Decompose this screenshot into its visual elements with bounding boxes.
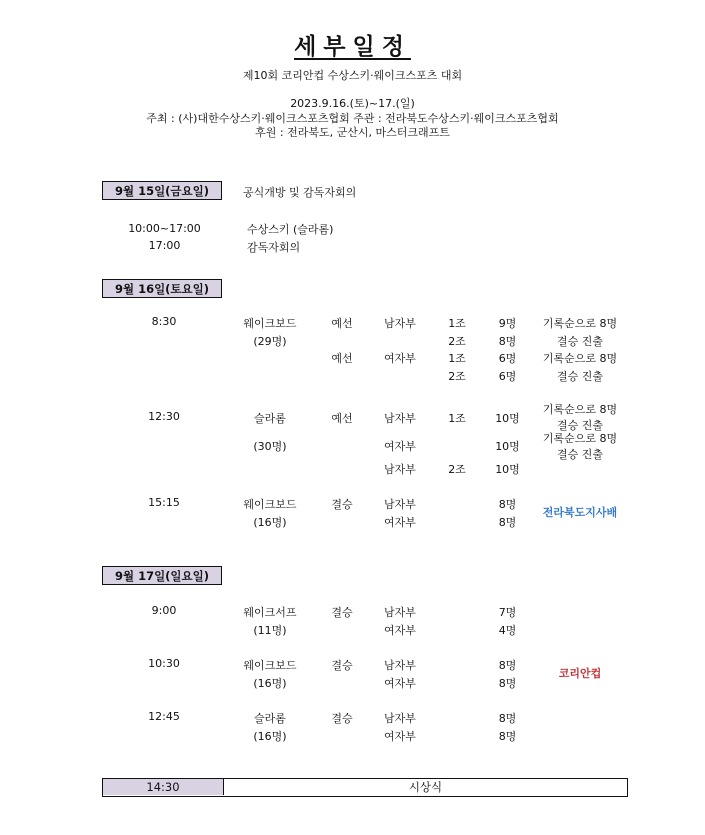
division-cell: 여자부	[384, 624, 416, 637]
event-cell: 웨이크보드	[243, 317, 297, 330]
num-cell: 10명	[495, 412, 520, 425]
num-cell: 6명	[498, 352, 517, 365]
count-cell: (29명)	[253, 335, 287, 348]
num-cell: 8명	[498, 659, 517, 672]
note-cell: 기록순으로 8명	[542, 432, 618, 445]
num-cell: 7명	[498, 606, 517, 619]
division-cell: 여자부	[384, 352, 416, 365]
division-cell: 여자부	[384, 440, 416, 453]
time-cell: 10:30	[148, 657, 180, 670]
note-cell: 결승 진출	[556, 335, 603, 348]
day1-desc-1: 수상스키 (슬라롬)	[247, 223, 334, 236]
num-cell: 9명	[498, 317, 517, 330]
ceremony-label: 시상식	[408, 780, 443, 794]
note-cell: 기록순으로 8명	[542, 352, 618, 365]
division-cell: 여자부	[384, 516, 416, 529]
division-cell: 남자부	[384, 463, 416, 476]
group-cell: 1조	[448, 352, 466, 365]
event-cell: 웨이크보드	[243, 498, 297, 511]
round-cell: 예선	[331, 317, 353, 330]
event-name: 제10회 코리안컵 수상스키·웨이크스포츠 대회	[242, 69, 463, 82]
count-cell: (11명)	[253, 624, 287, 637]
round-cell: 결승	[331, 659, 353, 672]
page-title: 세부일정	[294, 34, 411, 60]
round-cell: 결승	[331, 606, 353, 619]
day1-header: 9월 15일(금요일)	[102, 181, 222, 200]
time-cell: 12:30	[148, 410, 180, 423]
count-cell: (16명)	[253, 730, 287, 743]
group-cell: 2조	[448, 463, 466, 476]
note-cell: 기록순으로 8명	[542, 317, 618, 330]
division-cell: 여자부	[384, 677, 416, 690]
event-cell: 슬라롬	[254, 712, 286, 725]
num-cell: 6명	[498, 370, 517, 383]
event-cell: 웨이크보드	[243, 659, 297, 672]
num-cell: 8명	[498, 516, 517, 529]
day2-header: 9월 16일(토요일)	[102, 279, 222, 298]
num-cell: 4명	[498, 624, 517, 637]
count-cell: (30명)	[253, 440, 287, 453]
note-cell: 결승 진출	[556, 370, 603, 383]
group-cell: 2조	[448, 370, 466, 383]
award-label: 전라북도지사배	[542, 506, 618, 519]
division-cell: 남자부	[384, 712, 416, 725]
ceremony-row	[102, 778, 628, 797]
num-cell: 8명	[498, 677, 517, 690]
note-cell: 결승 진출	[556, 419, 603, 432]
note-cell: 결승 진출	[556, 448, 603, 461]
note-cell: 기록순으로 8명	[542, 403, 618, 416]
event-dates: 2023.9.16.(토)~17.(일)	[290, 97, 415, 110]
round-cell: 예선	[331, 352, 353, 365]
day1-time-2: 17:00	[148, 239, 181, 252]
num-cell: 8명	[498, 712, 517, 725]
num-cell: 10명	[495, 463, 520, 476]
round-cell: 결승	[331, 712, 353, 725]
day1-note: 공식개방 및 감독자회의	[243, 186, 357, 199]
round-cell: 예선	[331, 412, 353, 425]
group-cell: 2조	[448, 335, 466, 348]
num-cell: 8명	[498, 730, 517, 743]
division-cell: 여자부	[384, 730, 416, 743]
day3-header: 9월 17일(일요일)	[102, 566, 222, 585]
organizers: 주최 : (사)대한수상스키·웨이크스포츠협회 주관 : 전라북도수상스키·웨이크스포츠협회	[146, 112, 559, 125]
count-cell: (16명)	[253, 677, 287, 690]
time-cell: 12:45	[148, 710, 180, 723]
division-cell: 남자부	[384, 659, 416, 672]
num-cell: 8명	[498, 498, 517, 511]
award-label: 코리안컵	[558, 667, 602, 680]
event-cell: 슬라롬	[254, 412, 286, 425]
group-cell: 1조	[448, 317, 466, 330]
num-cell: 8명	[498, 335, 517, 348]
day1-time-1: 10:00~17:00	[128, 222, 201, 235]
num-cell: 10명	[495, 440, 520, 453]
time-cell: 15:15	[148, 496, 180, 509]
event-cell: 웨이크서프	[243, 606, 297, 619]
time-cell: 9:00	[151, 604, 177, 617]
group-cell: 1조	[448, 412, 466, 425]
day1-desc-2: 감독자회의	[247, 241, 301, 254]
ceremony-time: 14:30	[103, 779, 224, 795]
count-cell: (16명)	[253, 516, 287, 529]
division-cell: 남자부	[384, 317, 416, 330]
division-cell: 남자부	[384, 498, 416, 511]
division-cell: 남자부	[384, 606, 416, 619]
sponsors: 후원 : 전라북도, 군산시, 마스터크래프트	[255, 126, 450, 139]
round-cell: 결승	[331, 498, 353, 511]
division-cell: 남자부	[384, 412, 416, 425]
time-cell: 8:30	[151, 315, 177, 328]
